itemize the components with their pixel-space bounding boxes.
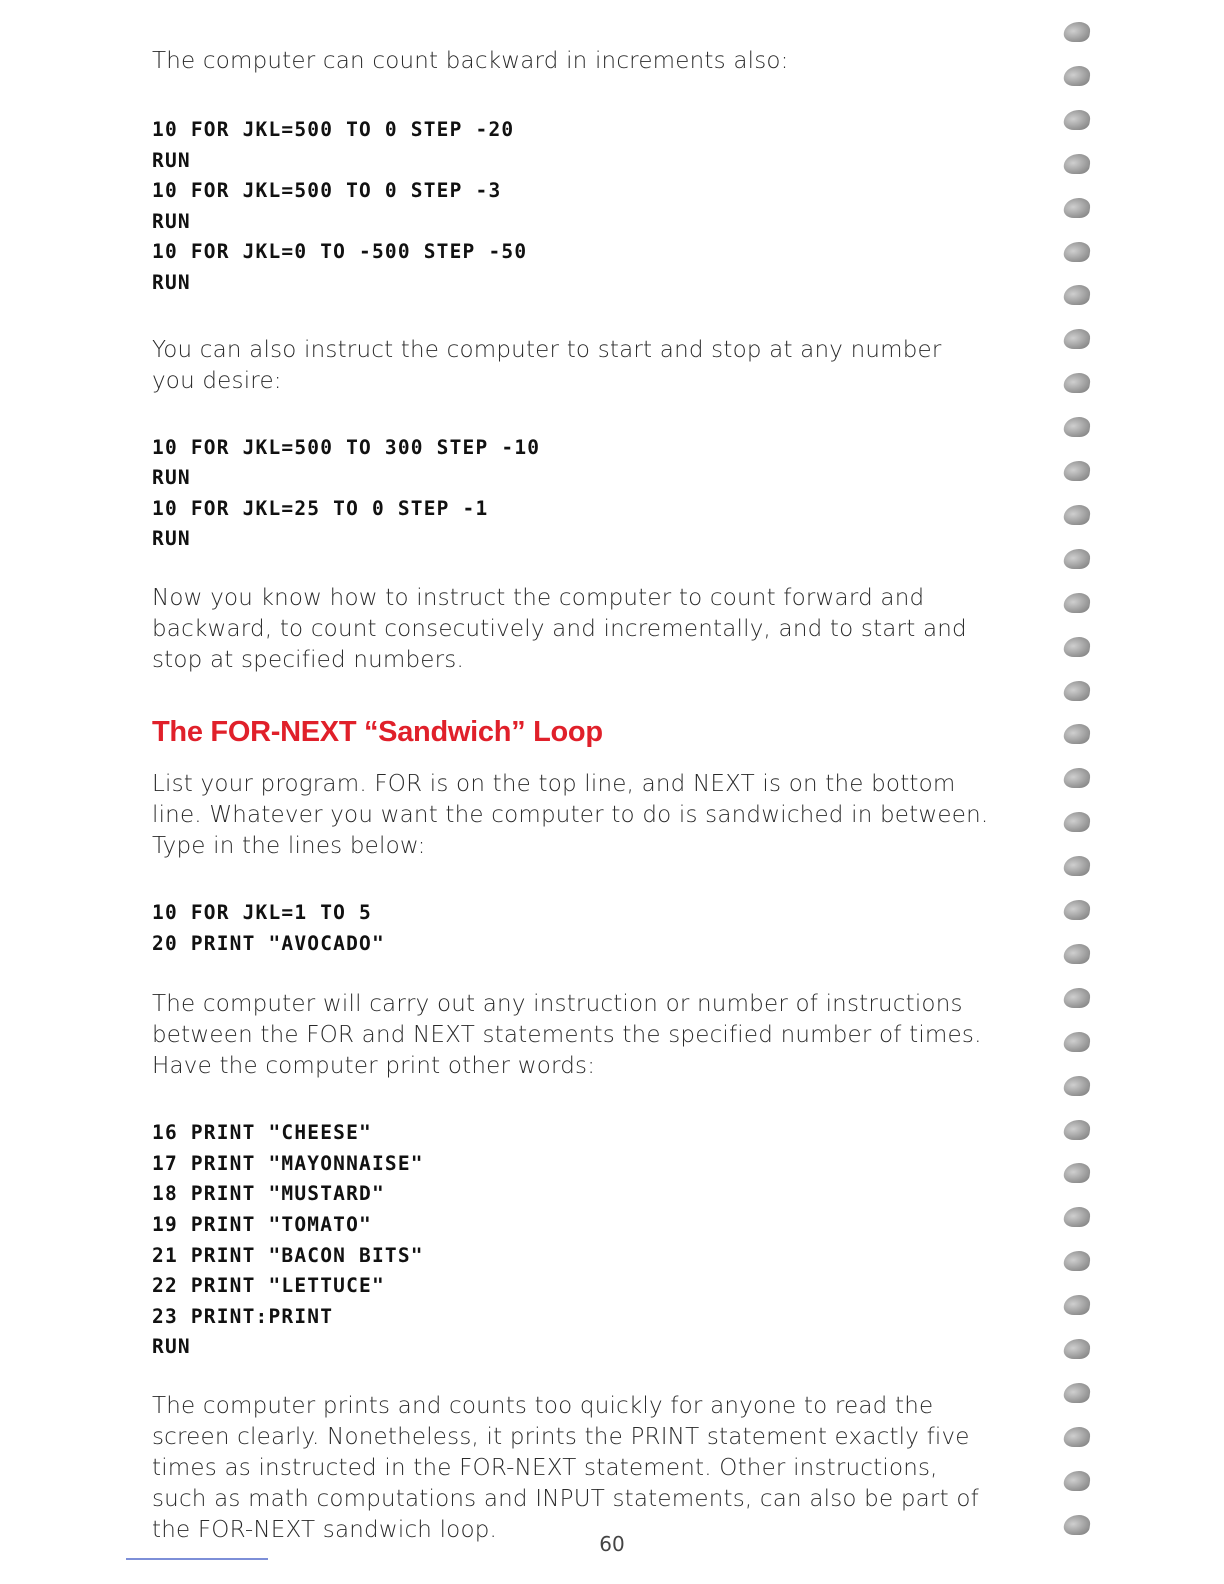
code-line: RUN [152,527,191,551]
binding-hole [1063,154,1092,174]
code-line: RUN [152,148,191,172]
content-column [152,46,1012,1546]
binding-hole [1063,417,1092,437]
code-line: RUN [152,209,191,233]
code-line: 18 PRINT "MUSTARD" [152,1182,385,1206]
binding-hole [1063,944,1092,964]
binding-hole [1063,373,1092,393]
paragraph-summary: Now you know how to instruct the computer to count forward and backward, to count consecutively and incrementally, and to start and stop at specified numbers. [152,584,967,673]
binding-hole [1063,1163,1092,1183]
paragraph-start-stop: You can also instruct the computer to start and stop at any number you desire: [152,336,942,394]
binding-hole [1063,856,1092,876]
binding-hole [1063,900,1092,920]
code-line: 10 FOR JKL=0 TO -500 STEP -50 [152,240,528,264]
code-line: 22 PRINT "LETTUCE" [152,1274,385,1298]
paragraph-count-backward: The computer can count backward in increments also: [152,48,789,74]
binding-hole [1063,285,1092,305]
binding-hole [1063,329,1092,349]
binding-hole [1063,22,1092,42]
code-line: 10 FOR JKL=500 TO 0 STEP -3 [152,179,502,203]
paragraph-list-program: List your program. FOR is on the top line, and NEXT is on the bottom line. Whatever you want the computer to do is sandwiched in between. Type in the lines below: [152,770,989,859]
binding-hole [1063,1383,1092,1403]
code-line: 23 PRINT:PRINT [152,1304,334,1328]
paragraph-carry-out: The computer will carry out any instruction or number of instructions between the FOR and NEXT statements the specified number of times. Have the computer print other words: [152,991,982,1080]
binding-hole [1063,1295,1092,1315]
binding-hole [1063,505,1092,525]
code-line: 10 FOR JKL=1 TO 5 [152,900,372,924]
binding-hole [1063,1251,1092,1271]
section-heading: The FOR-NEXT “Sandwich” Loop [152,715,603,748]
code-block-1 [152,115,1012,299]
binding-hole [1063,1339,1092,1359]
paragraph-prints-quickly: The computer prints and counts too quickly for anyone to read the screen clearly. Nonetheless, it prints the PRINT statement exactly five times as instructed in the FOR-NEXT statement. Other instructions, such as math computations and INPUT statements, can also be part of the FOR-NEXT sandwich loop. [152,1392,979,1543]
page-number: 60 [599,1532,625,1556]
code-line: 16 PRINT "CHEESE" [152,1121,372,1145]
code-block-4 [152,1118,1012,1363]
code-block-3 [152,898,1012,959]
binding-hole [1063,110,1092,130]
binding-hole [1063,812,1092,832]
code-line: RUN [152,1335,191,1359]
binding-hole [1063,66,1092,86]
code-line: 10 FOR JKL=25 TO 0 STEP -1 [152,496,489,520]
code-line: 21 PRINT "BACON BITS" [152,1243,424,1267]
binding-hole [1063,1120,1092,1140]
code-line: 17 PRINT "MAYONNAISE" [152,1151,424,1175]
binding-hole [1063,461,1092,481]
code-block-2 [152,433,1012,555]
binding-hole [1063,242,1092,262]
binding-hole [1063,768,1092,788]
binding-hole [1063,1076,1092,1096]
binding-hole [1063,1515,1092,1535]
spiral-binding [1064,18,1096,1558]
code-line: 19 PRINT "TOMATO" [152,1212,372,1236]
code-line: 10 FOR JKL=500 TO 300 STEP -10 [152,435,541,459]
binding-hole [1063,1427,1092,1447]
binding-hole [1063,1032,1092,1052]
code-line: 10 FOR JKL=500 TO 0 STEP -20 [152,118,515,141]
binding-hole [1063,724,1092,744]
binding-hole [1063,549,1092,569]
binding-hole [1063,198,1092,218]
binding-hole [1063,637,1092,657]
code-line: RUN [152,270,191,294]
binding-hole [1063,593,1092,613]
binding-hole [1063,988,1092,1008]
binding-hole [1063,681,1092,701]
binding-hole [1063,1207,1092,1227]
code-line: 20 PRINT "AVOCADO" [152,931,385,955]
footer-rule [126,1558,268,1560]
binding-hole [1063,1471,1092,1491]
code-line: RUN [152,466,191,490]
